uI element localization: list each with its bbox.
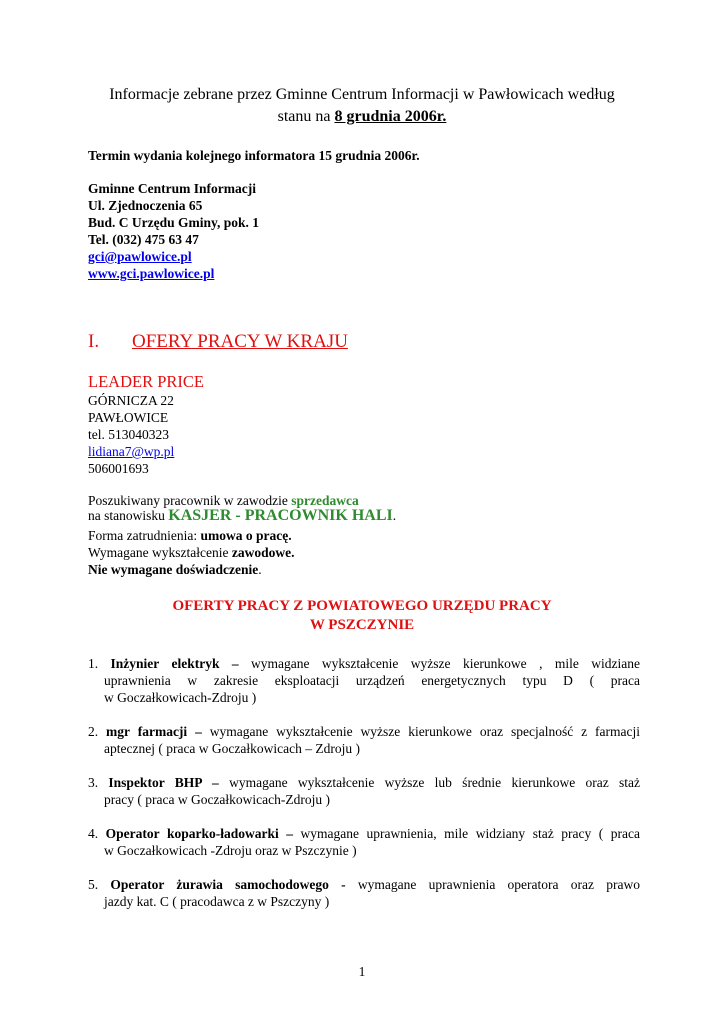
offer-3-number: 3. — [88, 775, 109, 790]
offer-1-line-1 — [88, 655, 640, 672]
offer-item-4 — [88, 825, 640, 859]
employer-phone: tel. 513040323 — [88, 427, 169, 442]
job-profession: sprzedawca — [291, 493, 359, 508]
offer-item-2 — [88, 723, 640, 757]
offer-5-line-1 — [88, 876, 640, 893]
offer-5-line-2: jazdy kat. C ( pracodawca z w Pszczyny ) — [104, 894, 330, 909]
offer-4-number: 4. — [88, 826, 106, 841]
employer-street: GÓRNICZA 22 — [88, 393, 174, 408]
job-line-experience — [88, 561, 262, 578]
job-line-contract — [88, 527, 292, 544]
contact-phone: Tel. (032) 475 63 47 — [88, 232, 199, 247]
next-issue-note: Termin wydania kolejnego informatora 15 grudnia 2006r. — [88, 148, 420, 163]
job-profession-prefix: Poszukiwany pracownik w zawodzie — [88, 493, 292, 508]
offer-3-title: Inspektor BHP – — [108, 775, 219, 790]
offer-1-number: 1. — [88, 656, 111, 671]
job-position: KASJER - PRACOWNIK HALI — [168, 507, 393, 524]
offer-1-line-2: uprawnienia w zakresie eksploatacji urządzeń energetycznych typu D ( praca — [104, 673, 640, 688]
offer-1-title: Inżynier elektryk – — [110, 656, 239, 671]
contact-building: Bud. C Urzędu Gminy, pok. 1 — [88, 215, 260, 230]
job-experience: Nie wymagane doświadczenie — [88, 562, 259, 577]
contact-street: Ul. Zjednoczenia 65 — [88, 198, 203, 213]
employer-city: PAWŁOWICE — [88, 410, 169, 425]
offer-item-3 — [88, 774, 640, 808]
header-line-2 — [60, 108, 664, 126]
employer-name: LEADER PRICE — [88, 372, 204, 391]
section2-title-line-2: W PSZCZYNIE — [309, 617, 415, 633]
job-contract-prefix: Forma zatrudnienia: — [88, 528, 201, 543]
offer-item-1 — [88, 655, 640, 706]
offer-5-number: 5. — [88, 877, 111, 892]
offer-2-line-1 — [88, 723, 640, 740]
job-education: zawodowe. — [231, 545, 295, 560]
page-number: 1 — [358, 964, 366, 979]
contact-name: Gminne Centrum Informacji — [88, 181, 256, 196]
offer-4-line-2: w Goczałkowicach -Zdroju oraz w Pszczynie ) — [104, 843, 357, 858]
job-experience-suffix: . — [258, 562, 262, 577]
contact-email-link[interactable]: gci@pawlowice.pl — [88, 249, 192, 264]
offer-2-line-2: aptecznej ( praca w Goczałkowicach – Zdroju ) — [104, 741, 360, 756]
offer-4-line-1 — [88, 825, 640, 842]
job-education-prefix: Wymagane wykształcenie — [88, 545, 232, 560]
offer-2-text: wymagane wykształcenie wyższe kierunkowe oraz specjalność z farmacji — [201, 724, 641, 739]
offer-3-line-1 — [88, 774, 640, 791]
section1-title: OFERY PRACY W KRAJU — [132, 331, 348, 352]
offer-2-number: 2. — [88, 724, 107, 739]
offer-4-title: Operator koparko-ładowarki – — [105, 826, 293, 841]
offer-item-5 — [88, 876, 640, 910]
header-line-2-prefix: stanu na — [277, 108, 335, 125]
header-line-1: Informacje zebrane przez Gminne Centrum Informacji w Pawłowicach według — [109, 86, 615, 103]
section1-number: I. — [88, 331, 100, 352]
offer-5-text: wymagane uprawnienia operatora oraz prawo — [345, 877, 640, 892]
offer-1-line-3: w Goczałkowicach-Zdroju ) — [104, 690, 257, 705]
offer-3-text: wymagane wykształcenie wyższe lub średnie kierunkowe oraz staż — [218, 775, 641, 790]
job-position-suffix: . — [392, 508, 397, 523]
job-line-position — [88, 507, 396, 524]
offer-5-title: Operator żurawia samochodowego - — [110, 877, 346, 892]
offer-3-line-2: pracy ( praca w Goczałkowicach-Zdroju ) — [104, 792, 331, 807]
offer-2-title: mgr farmacji – — [106, 724, 202, 739]
offer-4-text: wymagane uprawnienia, mile widziany staż pracy ( praca — [293, 826, 640, 841]
job-position-prefix: na stanowisku — [88, 508, 169, 523]
employer-email-link[interactable]: lidiana7@wp.pl — [88, 444, 175, 459]
section2-title-line-1: OFERTY PRACY Z POWIATOWEGO URZĘDU PRACY — [172, 598, 552, 614]
header-date: 8 grudnia 2006r. — [334, 108, 447, 125]
employer-phone-2: 506001693 — [88, 461, 149, 476]
job-contract: umowa o pracę. — [200, 528, 292, 543]
offer-1-text: wymagane wykształcenie wyższe kierunkowe , mile widziane — [238, 656, 641, 671]
job-line-education — [88, 544, 295, 561]
contact-website-link[interactable]: www.gci.pawlowice.pl — [88, 266, 215, 281]
